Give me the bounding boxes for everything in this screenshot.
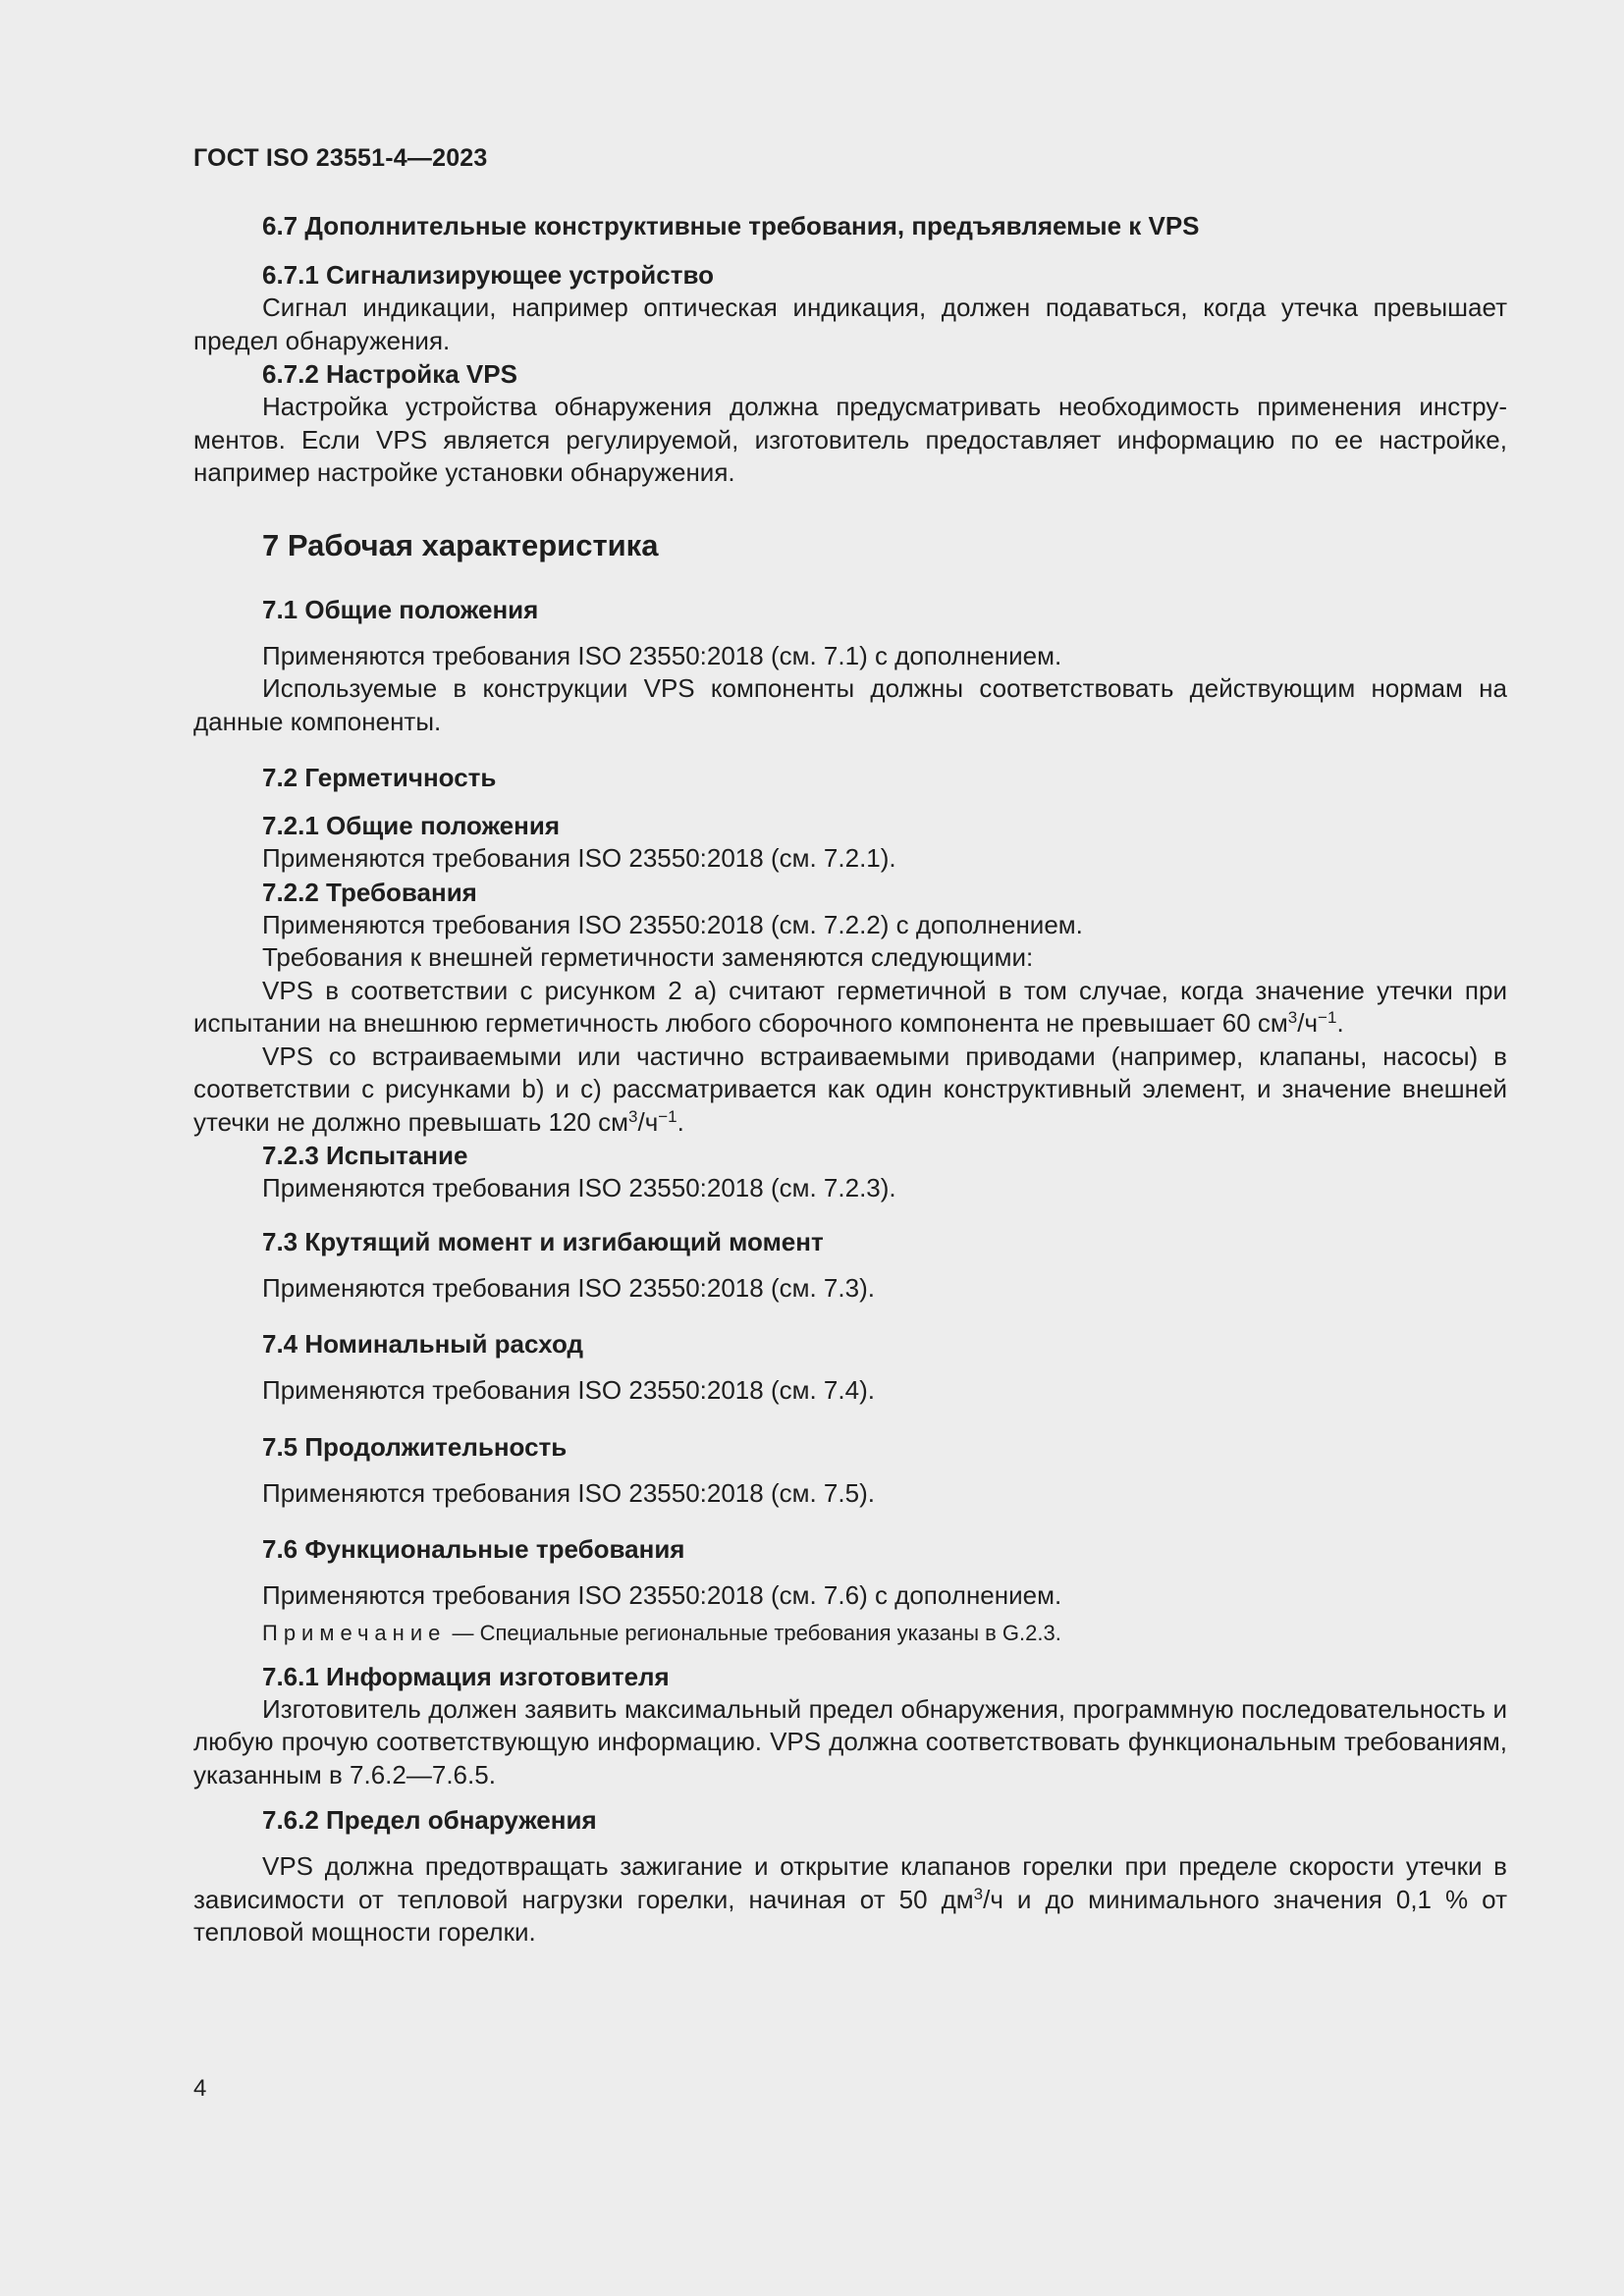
section-7-1-paragraph-2: Используемые в конструкции VPS компоненты должны соответствовать действующим нормам на данные компоненты. xyxy=(193,673,1507,736)
section-7-5-title: 7.5 Продолжительность xyxy=(262,1431,568,1462)
superscript: 3 xyxy=(973,1884,984,1903)
section-7-2-2-paragraph-2: Требования к внешней герметичности заменяются следующими: xyxy=(262,942,1034,972)
section-7-6-note xyxy=(193,1619,1507,1648)
superscript: 3 xyxy=(628,1106,638,1126)
section-7-2-2-paragraph-3 xyxy=(193,975,1507,1041)
section-7-6-title: 7.6 Функциональные требования xyxy=(262,1534,685,1564)
section-7-6-2-text xyxy=(193,1850,1507,1949)
section-6-7-1-text: Сигнал индикации, например оптическая индикация, должен подаваться, когда утечка превышает предел обнаружения. xyxy=(193,293,1507,355)
superscript: −1 xyxy=(658,1106,677,1126)
section-7-2-3-text: Применяются требования ISO 23550:2018 (см. 7.2.3). xyxy=(262,1173,896,1202)
section-7-6-text: Применяются требования ISO 23550:2018 (см. 7.6) с дополнением. xyxy=(262,1580,1062,1610)
section-7-2-1-title: 7.2.1 Общие положения xyxy=(262,811,560,840)
unit-text: /ч xyxy=(1297,1008,1319,1038)
note-text: — Специальные региональные требования указаны в G.2.3. xyxy=(446,1620,1061,1645)
unit-text: /ч xyxy=(637,1106,659,1137)
section-7-4-text: Применяются требования ISO 23550:2018 (см. 7.4). xyxy=(262,1375,875,1405)
period: . xyxy=(677,1106,684,1137)
section-6-7-2-title: 6.7.2 Настройка VPS xyxy=(262,359,517,389)
section-7-5-text: Применяются требования ISO 23550:2018 (см. 7.5). xyxy=(262,1477,875,1508)
section-7-1-paragraph-1: Применяются требования ISO 23550:2018 (см. 7.1) с дополнением. xyxy=(262,640,1062,670)
detection-limit-text-end: /ч и до минимального значения 0,1 % от тепловой мощности горелки. xyxy=(193,1884,1507,1947)
superscript: −1 xyxy=(1318,1008,1337,1027)
section-6-7-1-title: 6.7.1 Сигнализирующее устройство xyxy=(262,260,714,290)
section-6-7-2-text: Настройка устройства обнаружения должна предусматривать необходимость применения инструментов. Если VPS является регулируемой, изготовитель предоставляет информацию по ее настройке, например настройке установки обнаружения. xyxy=(193,392,1507,487)
page-number: 4 xyxy=(193,2075,207,2102)
document-page xyxy=(193,143,1507,1949)
section-7-6-2-title: 7.6.2 Предел обнаружения xyxy=(262,1805,597,1835)
section-7-4-title: 7.4 Номинальный расход xyxy=(262,1329,583,1359)
paragraph-4-text: VPS со встраиваемыми или частично встраиваемыми приводами (например, клапаны, насосы) в соответствии с рисунками b) и с) рассматривается как один конструктивный элемент, и значение внешней утечки не должно превышать 120 см xyxy=(193,1041,1507,1137)
paragraph-3-text: VPS в соответствии с рисунком 2 а) считают герметичной в том случае, когда значение утечки при испытании на внешнюю герметичность любого сборочного компонента не превышает 60 см xyxy=(193,975,1507,1038)
section-7-2-title: 7.2 Герметичность xyxy=(262,763,497,792)
section-7-2-3-title: 7.2.3 Испытание xyxy=(262,1141,468,1170)
section-7-title: 7 Рабочая характеристика xyxy=(262,527,659,562)
section-7-2-2-paragraph-1: Применяются требования ISO 23550:2018 (см. 7.2.2) с дополнением. xyxy=(262,909,1083,939)
note-label: Примечание xyxy=(262,1620,447,1645)
section-7-2-2-paragraph-4 xyxy=(193,1041,1507,1140)
section-7-3-title: 7.3 Крутящий момент и изгибающий момент xyxy=(262,1226,824,1256)
section-7-6-1-title: 7.6.1 Информация изготовителя xyxy=(262,1661,670,1691)
section-7-3-text: Применяются требования ISO 23550:2018 (см. 7.3). xyxy=(262,1272,875,1303)
section-7-2-1-text: Применяются требования ISO 23550:2018 (см. 7.2.1). xyxy=(262,843,896,873)
superscript: 3 xyxy=(1287,1008,1298,1027)
section-7-1-title: 7.1 Общие положения xyxy=(262,594,539,624)
section-7-2-2-title: 7.2.2 Требования xyxy=(262,877,477,907)
section-7-6-1-text: Изготовитель должен заявить максимальный предел обнаружения, программную последовательность и любую прочую соответствующую информацию. VPS должна соответствовать функциональным требованиям, указанным в 7.6.2—7.6.5. xyxy=(193,1693,1507,1789)
detection-limit-text: VPS должна предотвращать зажигание и открытие клапанов горелки при пределе скорости утечки в зависимости от тепловой нагрузки горелки, начиная от 50 дм xyxy=(193,1851,1507,1914)
section-6-7-title: 6.7 Дополнительные конструктивные требования, предъявляемые к VPS xyxy=(262,211,1200,240)
document-header: ГОСТ ISO 23551-4—2023 xyxy=(193,144,488,172)
period: . xyxy=(1336,1008,1344,1038)
